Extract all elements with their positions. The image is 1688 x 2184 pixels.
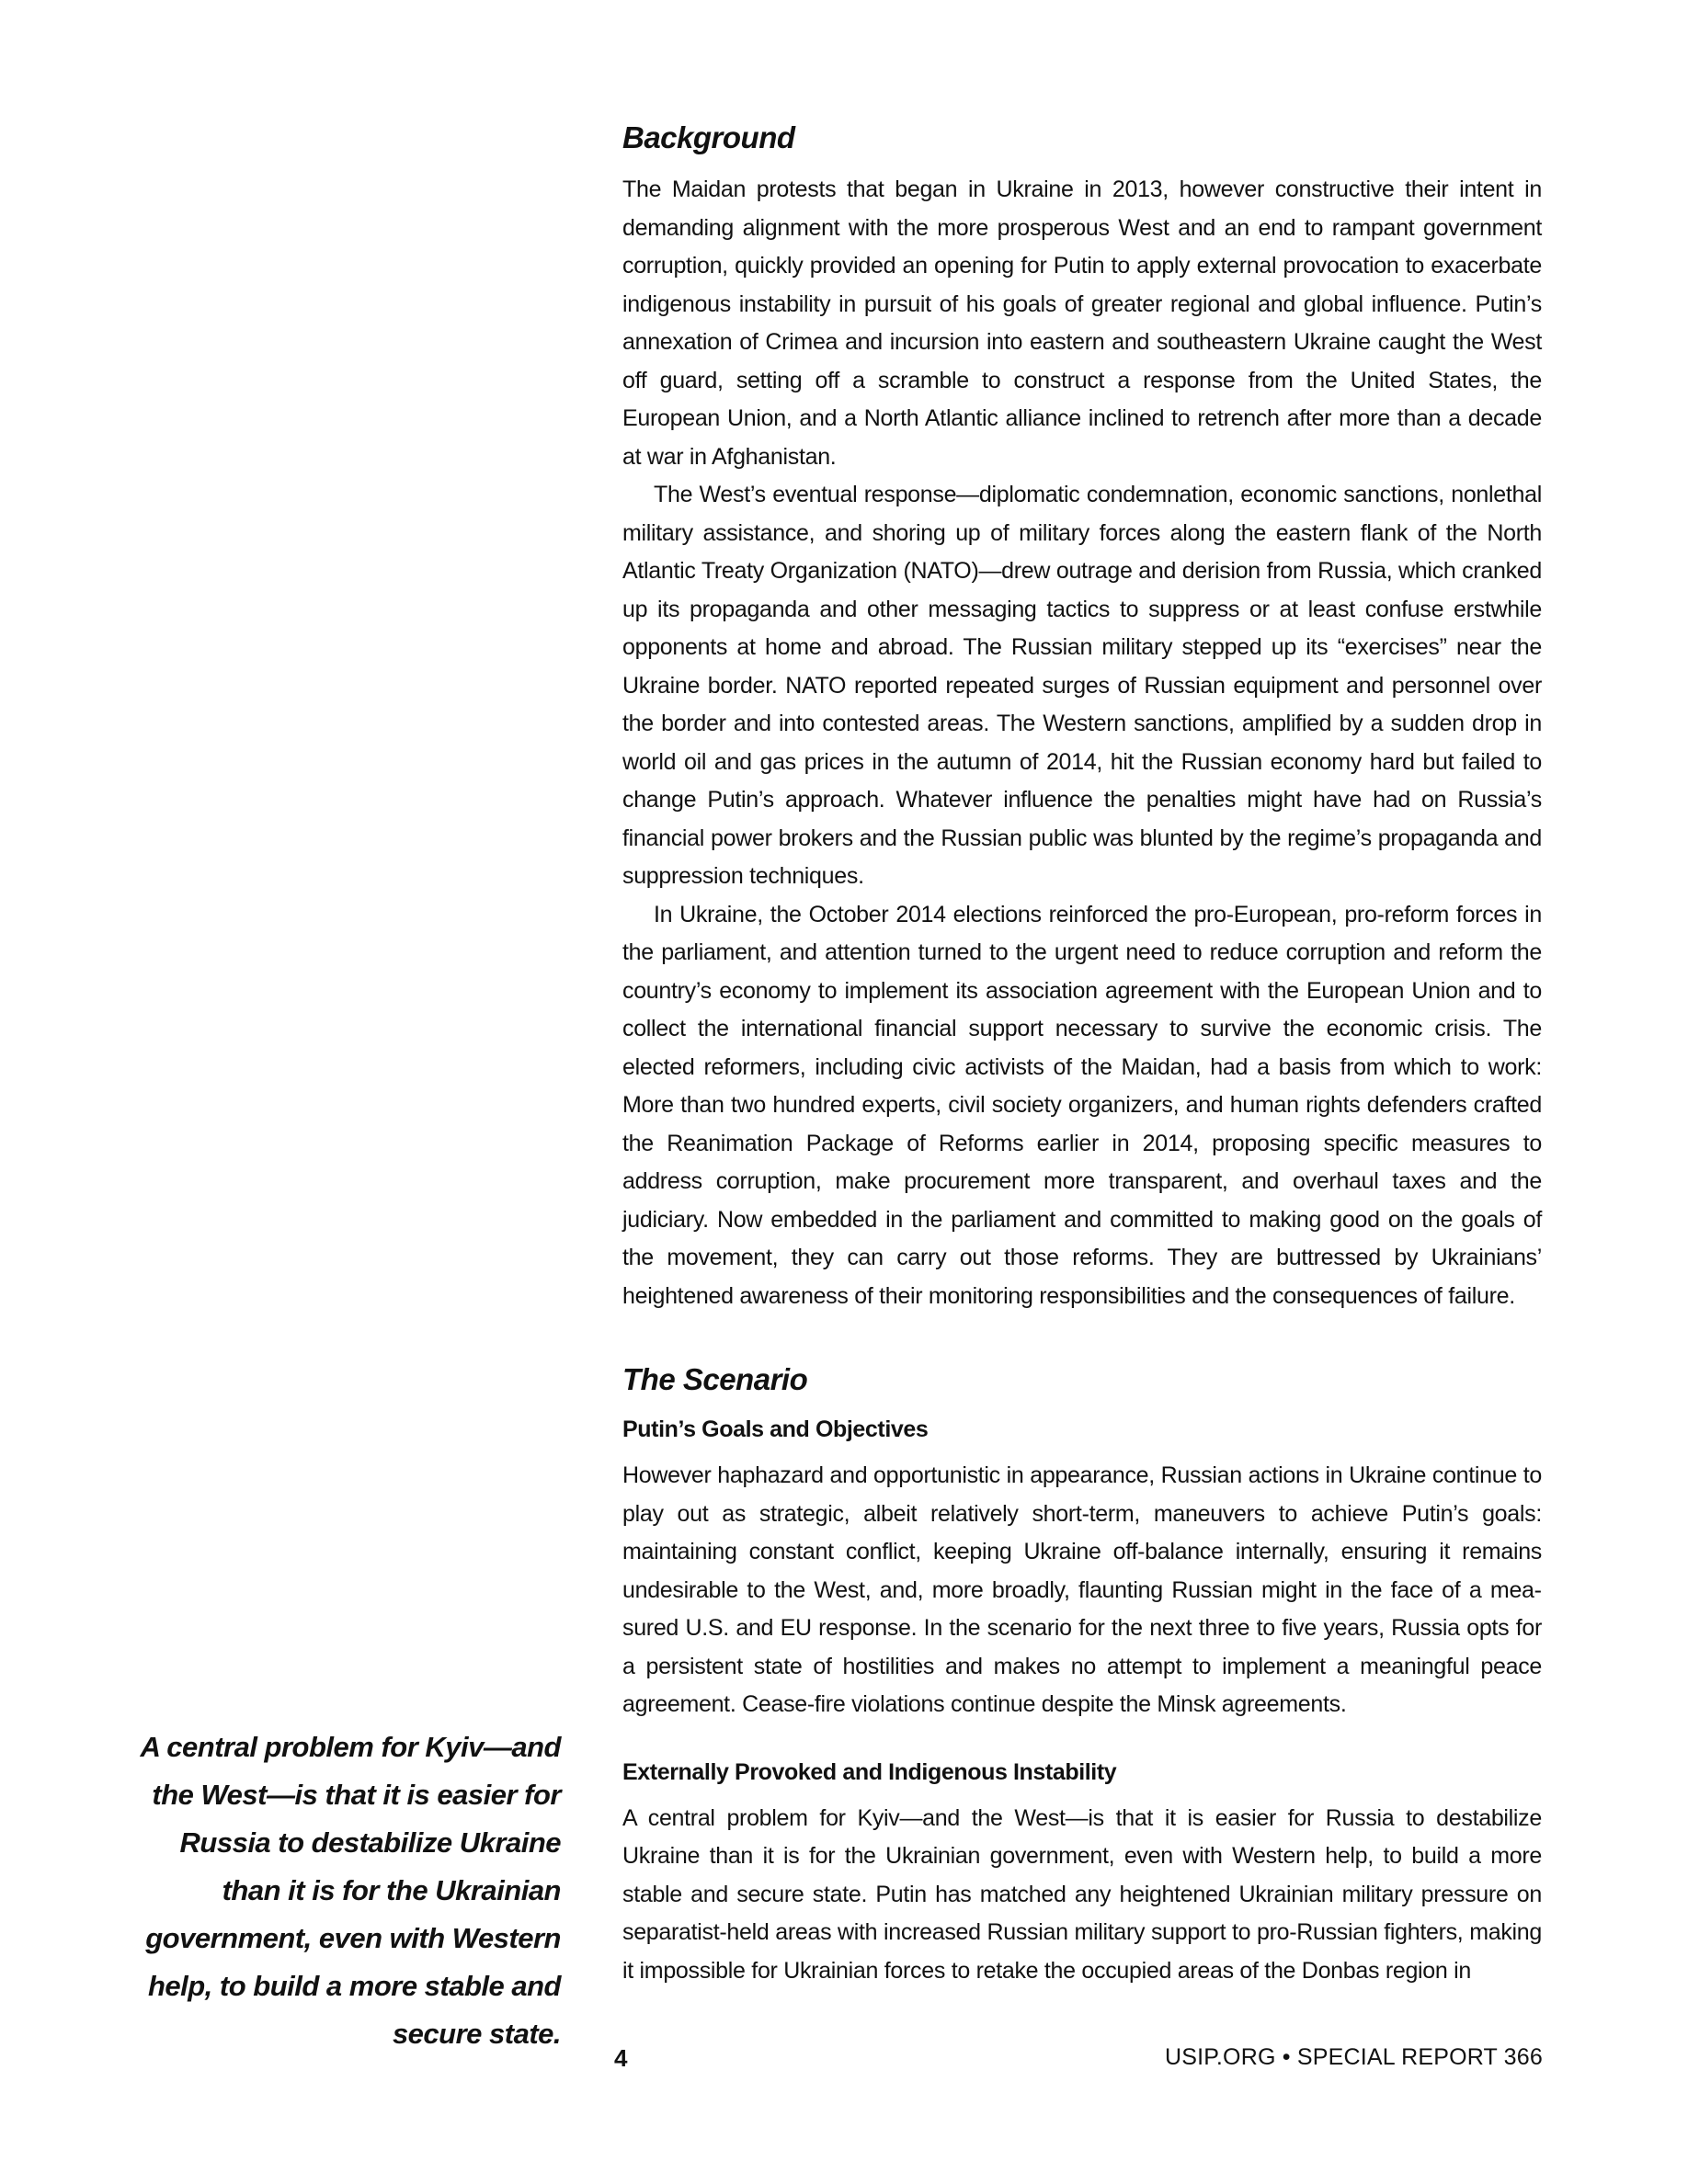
body-paragraph: However haphazard and opportunistic in appearance, Russian actions in Ukraine continue to play out as strategic, albeit relatively short-term, maneuvers to achieve Putin’s goals: maintaining constant conflict, keeping Ukraine off-balance internally, ensuring it remains undesirable to the West, and, more broadly, flaunting Russian might in the face of a measured U.S. and EU response. In the scenario for the next three to five years, Russia opts for a persistent state of hostilities and makes no attempt to implement a meaningful peace agreement. Cease-fire violations continue despite the Minsk agreements. bbox=[622, 1462, 1542, 1717]
body-paragraph: In Ukraine, the October 2014 elections reinforced the pro-European, pro-reform forces in the parliament, and attention turned to the urgent need to reduce corruption and reform the country’s economy to implement its association agreement with the European Union and to collect the international financial support necessary to survive the economic crisis. The elected reformers, including civic activists of the Maidan, had a basis from which to work: More than two hundred experts, civil society organizers, and human rights defenders crafted the Reanimation Package of Reforms earlier in 2014, proposing specific measures to address corruption, make procurement more transparent, and overhaul taxes and the judiciary. Now embedded in the parliament and committed to making good on the goals of the movement, they can carry out those reforms. They are buttressed by Ukrainians’ heightened awareness of their monitoring responsibilities and the consequences of failure. bbox=[622, 901, 1542, 1309]
body-paragraph: A central problem for Kyiv—and the West—is that it is easier for Russia to destabilize Ukraine than it is for the Ukrainian government, even with Western help, to build a more stable and secure state. Putin has matched any heightened Ukrainian military pressure on separatist-held areas with increased Russian military support to pro-Russian fighters, making it impossible for Ukrainian forces to retake the occupied areas of the Donbas region in bbox=[622, 1804, 1542, 1984]
main-column bbox=[622, 118, 1542, 1990]
subheading-goals: Putin’s Goals and Objectives bbox=[622, 1416, 929, 1442]
body-paragraph: The West’s eventual response—diplomatic condemnation, economic sanctions, nonlethal military assistance, and shoring up of military forces along the eastern flank of the North Atlantic Treaty Organization (NATO)—drew outrage and derision from Russia, which cranked up its propaganda and other messaging tactics to suppress or at least confuse erstwhile opponents at home and abroad. The Russian military stepped up its “exercises” near the Ukraine border. NATO reported repeated surges of Russian equipment and personnel over the border and into contested areas. The Western sanctions, amplified by a sudden drop in world oil and gas prices in the autumn of 2014, hit the Russian economy hard but failed to change Putin’s approach. Whatever influence the penalties might have had on Russia’s financial power brokers and the Russian public was blunted by the regime’s propaganda and suppression techniques. bbox=[622, 482, 1542, 889]
report-label: USIP.ORG • SPECIAL REPORT 366 bbox=[1164, 2044, 1543, 2070]
pull-quote: A central problem for Kyiv—and the West—is that it is easier for Russia to destabilize Ukraine than it is for the Ukrainian government, even with Western help, to build a more stable and secure state. bbox=[140, 1731, 561, 2050]
subheading-instability: Externally Provoked and Indigenous Instability bbox=[622, 1758, 1117, 1785]
body-paragraph: The Maidan protests that began in Ukraine in 2013, however constructive their intent in demanding alignment with the more prosperous West and an end to rampant government corruption, quickly provided an opening for Putin to apply external provocation to exacerbate indigenous instability in pursuit of his goals of greater regional and global influence. Putin’s annexation of Crimea and incursion into eastern and southeastern Ukraine caught the West off guard, setting off a scramble to construct a response from the United States, the European Union, and a North Atlantic alliance inclined to retrench after more than a decade at war in Afghanistan. bbox=[622, 176, 1542, 470]
section-heading-background: Background bbox=[622, 120, 795, 154]
page-number: 4 bbox=[614, 2044, 628, 2072]
section-heading-scenario: The Scenario bbox=[622, 1362, 808, 1396]
